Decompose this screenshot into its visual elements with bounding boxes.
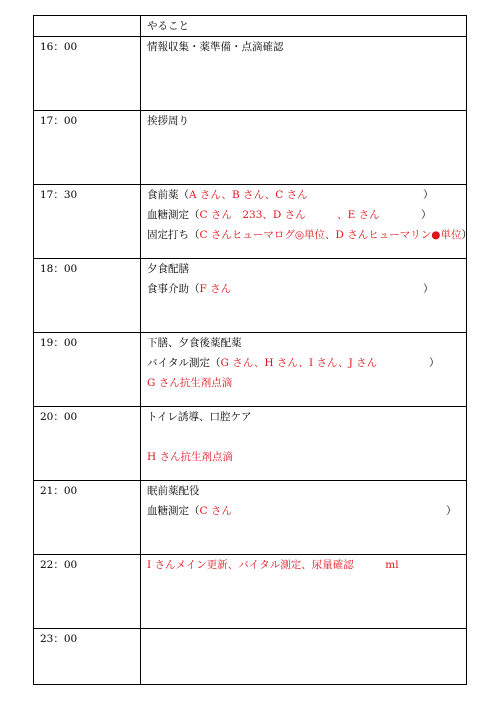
table-row [34,481,467,555]
task-line [147,185,466,205]
time-cell: 20：00 [34,407,141,481]
task-cell [141,481,467,555]
task-label: 血糖測定（ [147,209,200,221]
task-line-blank [147,427,466,447]
task-cell [141,629,467,685]
task-line: 挨拶周り [147,115,189,127]
task-label: バイタル測定（ [147,357,221,369]
schedule-table [33,15,472,685]
task-label: 固定打ち（ [147,229,200,241]
task-cell [141,259,467,333]
patient-list: F さん [199,283,232,295]
task-line: 夕食配膳 [147,263,189,275]
table-row [34,555,467,629]
task-label: 血糖測定（ [147,505,200,517]
task-line: 下膳、夕食後薬配薬 [147,337,242,349]
time-cell: 22：00 [34,555,141,629]
table-row [34,111,467,185]
patient-list: C さん 233、D さん 、E さん [199,209,380,221]
close-paren: ） [421,209,432,221]
task-line [147,225,472,245]
task-line: G さん抗生剤点滴 [147,377,233,389]
task-line: 眠前薬配役 [147,485,200,497]
patient-list: G さん、H さん、I さん、J さん [220,357,378,369]
time-cell: 17：00 [34,111,141,185]
close-paren: ） [423,283,434,295]
task-line [147,205,466,225]
task-line [147,501,466,521]
table-row [34,407,467,481]
table-row [34,333,467,407]
schedule-sheet [33,15,472,685]
close-paren: ） [461,229,472,241]
header-task-cell: やること [141,16,467,37]
time-cell: 21：00 [34,481,141,555]
patient-list: C さんヒューマログ◎単位、D さんヒューマリン●単位 [199,229,462,241]
close-paren: ） [429,357,440,369]
time-cell: 18：00 [34,259,141,333]
task-label: 食事介助（ [147,283,200,295]
task-cell [141,37,467,111]
task-cell [141,185,472,259]
time-cell: 16：00 [34,37,141,111]
task-cell [141,555,467,629]
task-cell [141,333,467,407]
task-line [147,279,466,299]
time-cell: 17：30 [34,185,141,259]
patient-list: A さん、B さん、C さん [189,189,308,201]
table-row [34,185,467,259]
table-row [34,259,467,333]
task-cell [141,111,467,185]
task-line: トイレ誘導、口腔ケア [147,411,252,423]
close-paren: ） [423,189,434,201]
header-time-cell [34,16,141,37]
task-line: H さん抗生剤点滴 [147,451,233,463]
table-row [34,37,467,111]
task-cell [141,407,467,481]
time-cell: 23：00 [34,629,141,685]
close-paren: ） [446,505,457,517]
table-row [34,629,467,685]
task-line [147,353,466,373]
time-cell: 19：00 [34,333,141,407]
task-line: 情報収集・薬準備・点滴確認 [147,41,284,53]
task-line: I さんメイン更新、バイタル測定、尿量確認 ml [147,559,399,571]
task-label: 食前薬（ [147,189,189,201]
header-row [34,16,467,37]
patient-list: C さん [199,505,232,517]
